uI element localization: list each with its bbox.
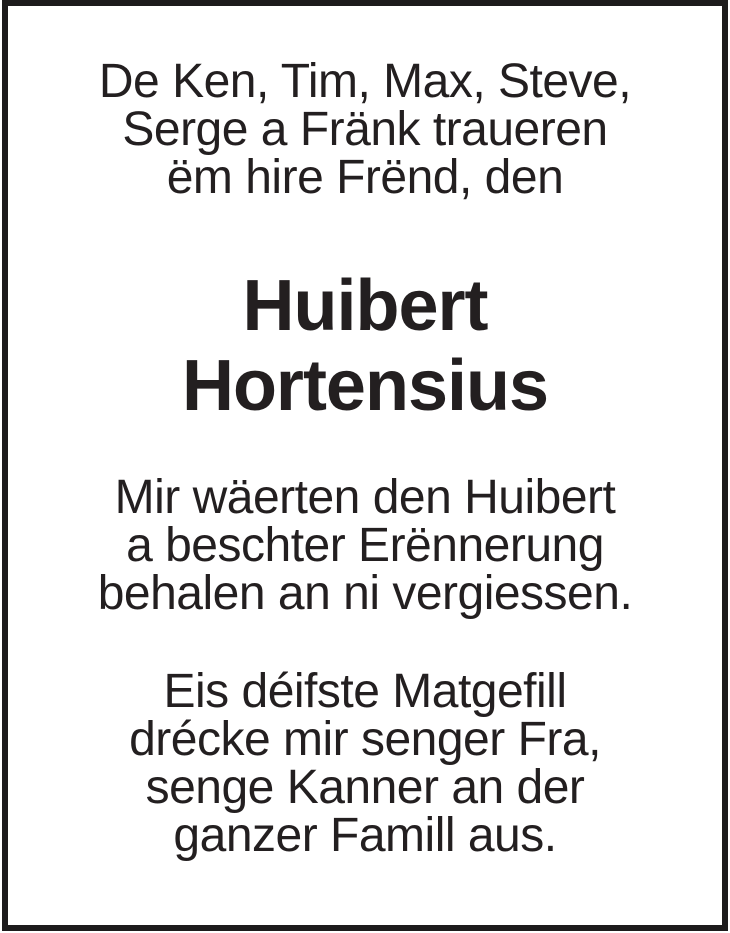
deceased-name-line: Huibert bbox=[242, 266, 488, 346]
intro-line: De Ken, Tim, Max, Steve, bbox=[98, 55, 632, 108]
condolence-line: drécke mir senger Fra, bbox=[129, 713, 601, 766]
intro-line: Serge a Fränk traueren bbox=[122, 103, 608, 156]
condolence-line: senge Kanner an der bbox=[145, 761, 585, 814]
intro-paragraph bbox=[8, 55, 722, 204]
death-notice-card bbox=[2, 0, 728, 931]
remembrance-paragraph bbox=[8, 471, 722, 620]
remembrance-line: Mir wäerten den Huibert bbox=[114, 471, 616, 524]
condolence-paragraph bbox=[8, 665, 722, 862]
intro-line: ëm hire Frënd, den bbox=[166, 151, 564, 204]
remembrance-line: behalen an ni vergiessen. bbox=[97, 567, 633, 620]
condolence-line: Eis déifste Matgefill bbox=[163, 665, 567, 718]
condolence-line: ganzer Famill aus. bbox=[173, 809, 557, 862]
remembrance-line: a beschter Erënnerung bbox=[126, 519, 604, 572]
deceased-name-heading bbox=[8, 266, 722, 426]
deceased-name-line: Hortensius bbox=[181, 346, 549, 426]
